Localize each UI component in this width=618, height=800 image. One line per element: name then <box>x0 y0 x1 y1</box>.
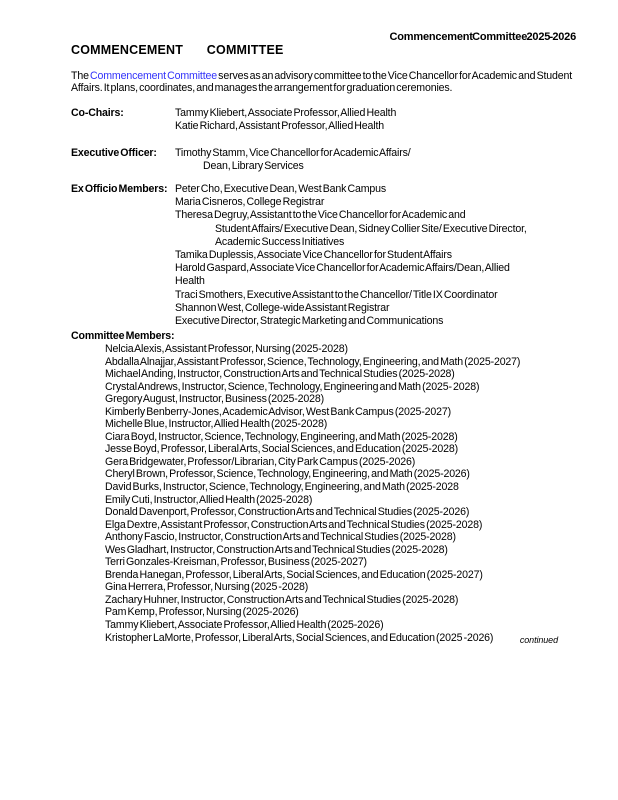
ex-officio-label: Ex Officio Members: <box>71 183 168 195</box>
committee-member-line: Zachary Huhner, Instructor, Construction Arts and Technical Studies (2025-2028) <box>105 593 459 606</box>
intro-text-after: serves as an advisory committee to the Vice Chancellor for Academic and Student Affairs. It plans, coordinates, and manages the arrangement for graduation ceremonies. <box>71 70 573 95</box>
executive-officer-label: Executive Officer: <box>71 147 157 159</box>
ex-officio-lines <box>175 183 527 328</box>
executive-officer-section <box>71 147 411 173</box>
ex-officio-section <box>71 183 527 328</box>
committee-member-line: Michelle Blue, Instructor, Allied Health (2025-2028) <box>105 418 328 431</box>
ex-officio-line: Academic Success Initiatives <box>215 235 345 248</box>
committee-members-label: Committee Members: <box>71 330 175 342</box>
committee-member-line: Donald Davenport, Professor, Construction Arts and Technical Studies (2025-2026) <box>105 506 470 519</box>
co-chair-line: Tammy Kliebert, Associate Professor, Allied Health <box>175 107 397 119</box>
intro-paragraph <box>71 70 587 95</box>
co-chair-line: Katie Richard, Assistant Professor, Allied Health <box>175 120 384 133</box>
executive-officer-lines <box>175 147 411 173</box>
committee-member-line: Gera Bridgewater, Professor/Librarian, City Park Campus (2025-2026) <box>105 455 416 468</box>
ex-officio-line: Student Affairs/ Executive Dean, Sidney Collier Site/ Executive Director, <box>215 222 527 235</box>
ex-officio-line: Theresa Degruy, Assistant to the Vice Chancellor for Academic and <box>175 209 466 222</box>
co-chairs-section <box>71 107 396 133</box>
committee-member-line: Emily Cuti, Instructor, Allied Health (2025-2028) <box>105 493 313 506</box>
committee-member-line: Pam Kemp, Professor, Nursing (2025-2026) <box>105 606 299 619</box>
committee-member-line: Ciara Boyd, Instructor, Science, Technology, Engineering, and Math (2025-2028) <box>105 430 458 443</box>
committee-member-line: Elga Dextre, Assistant Professor, Construction Arts and Technical Studies (2025-2028) <box>105 518 483 531</box>
intro-text-before: The <box>71 70 90 82</box>
ex-officio-line: Traci Smothers, Executive Assistant to the Chancellor/ Title IX Coordinator <box>175 288 498 301</box>
committee-member-line: David Burks, Instructor, Science, Technology, Engineering, and Math (2025-2028 <box>105 481 459 494</box>
co-chairs-label: Co-Chairs: <box>71 107 124 119</box>
executive-officer-line: Timothy Stamm, Vice Chancellor for Academic Affairs/ <box>175 147 411 159</box>
committee-member-line: Wes Gladhart, Instructor, Construction Arts and Technical Studies (2025-2028) <box>105 543 448 556</box>
committee-member-line: Kimberly Benberry-Jones, Academic Advisor, West Bank Campus (2025-2027) <box>105 405 451 418</box>
committee-member-line: Abdalla Alnajjar, Assistant Professor, Science, Technology, Engineering, and Math (2025-2027) <box>105 355 521 368</box>
committee-member-line: Gina Herrera, Professor, Nursing (2025 -2028) <box>105 581 309 594</box>
committee-member-line: Jesse Boyd, Professor, Liberal Arts, Social Sciences, and Education (2025-2028) <box>105 443 458 456</box>
committee-members-list <box>105 343 601 644</box>
committee-member-line: Tammy Kliebert, Associate Professor, Allied Health (2025-2026) <box>105 619 384 632</box>
executive-officer-line: Dean, Library Services <box>203 160 304 173</box>
co-chairs-lines <box>175 107 396 133</box>
committee-member-line: Brenda Hanegan, Professor, Liberal Arts, Social Sciences, and Education (2025-2027) <box>105 568 483 581</box>
committee-members-section <box>71 330 601 644</box>
ex-officio-line: Harold Gaspard, Associate Vice Chancellor for Academic Affairs/Dean, Allied <box>175 262 510 275</box>
commencement-committee-link[interactable]: Commencement Committee <box>90 70 217 82</box>
page-title: COMMENCEMENT COMMITTEE <box>71 43 284 57</box>
ex-officio-line: Tamika Duplessis, Associate Vice Chancellor for Student Affairs <box>175 249 452 262</box>
committee-member-line: Cheryl Brown, Professor, Science, Technology, Engineering, and Math (2025-2026) <box>105 468 470 481</box>
committee-member-line: Crystal Andrews, Instructor, Science, Technology, Engineering and Math (2025- 2028) <box>105 380 480 393</box>
page-header-right: Commencement Committee 2025 - 2026 <box>389 31 576 43</box>
ex-officio-line: Health <box>175 275 205 288</box>
ex-officio-line: Executive Director, Strategic Marketing and Communications <box>175 315 444 328</box>
ex-officio-line: Maria Cisneros, College Registrar <box>175 196 325 209</box>
committee-member-line: Gregory August, Instructor, Business (2025-2028) <box>105 393 324 406</box>
committee-member-line: Anthony Fascio, Instructor, Construction Arts and Technical Studies (2025-2028) <box>105 531 456 544</box>
ex-officio-line: Peter Cho, Executive Dean, West Bank Campus <box>175 183 387 195</box>
committee-member-line: Terri Gonzales-Kreisman, Professor, Business (2025-2027) <box>105 556 367 569</box>
committee-member-line: Kristopher LaMorte, Professor, Liberal Arts, Social Sciences, and Education (2025 -2026) <box>105 631 494 644</box>
continued-note: continued <box>519 635 558 645</box>
committee-member-line: Nelcia Alexis, Assistant Professor, Nursing (2025-2028) <box>105 343 348 355</box>
ex-officio-line: Shannon West, College-wide Assistant Registrar <box>175 301 390 314</box>
committee-member-line: Michael Anding, Instructor, Construction Arts and Technical Studies (2025-2028) <box>105 368 455 381</box>
